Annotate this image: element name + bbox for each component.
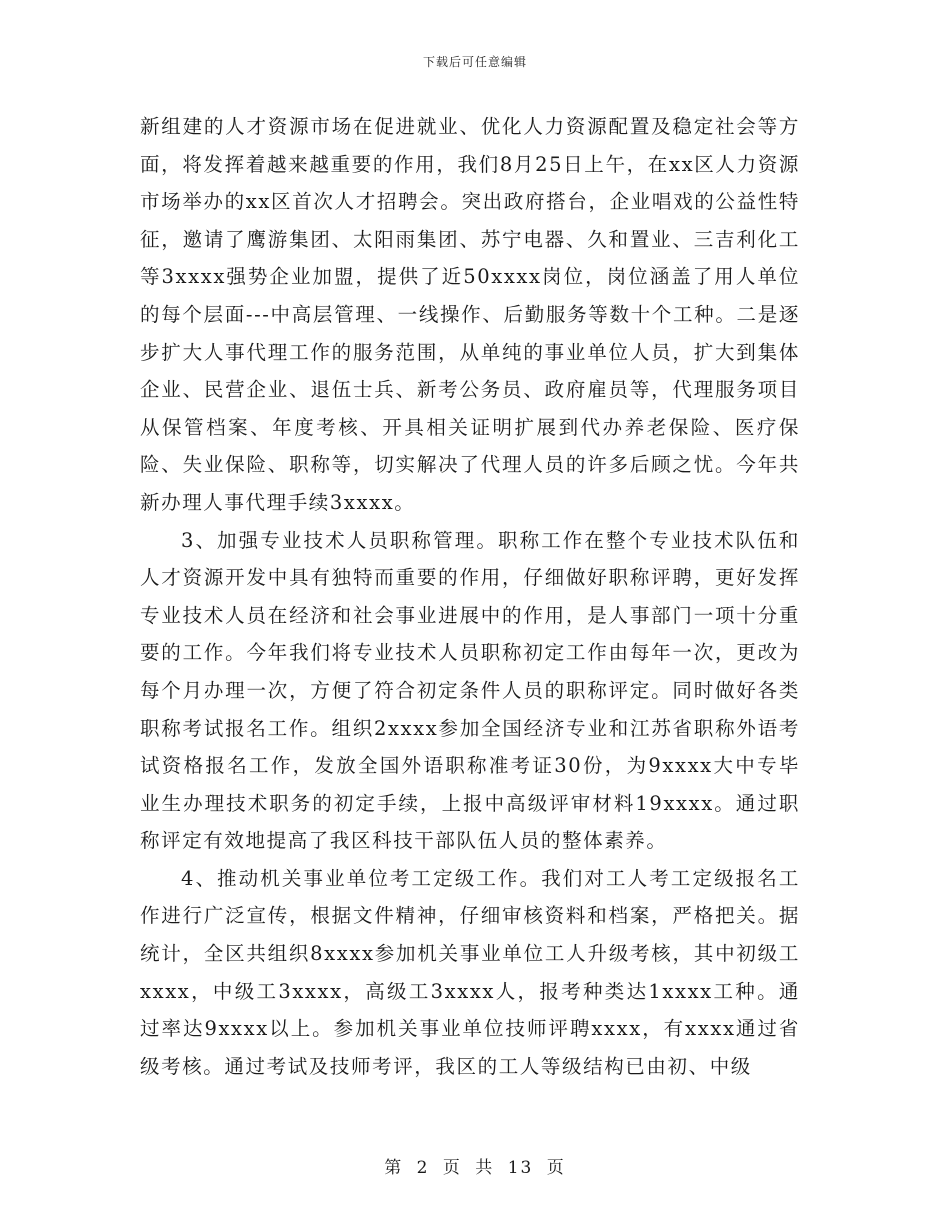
paragraph-talent-market: 新组建的人才资源市场在促进就业、优化人力资源配置及稳定社会等方面，将发挥着越来越重要的作用，我们8月25日上午，在xx区人力资源市场举办的xx区首次人才招聘会。突出政府搭台，企业唱戏的公益性特征，邀请了鹰游集团、太阳雨集团、苏宁电器、久和置业、三吉利化工等3xxxx强势企业加盟，提供了近50xxxx岗位，岗位涵盖了用人单位的每个层面---中高层管理、一线操作、后勤服务等数十个工种。二是逐步扩大人事代理工作的服务范围，从单纯的事业单位人员，扩大到集体企业、民营企业、退伍士兵、新考公务员、政府雇员等，代理服务项目从保管档案、年度考核、开具相关证明扩展到代办养老保险、医疗保险、失业保险、职称等，切实解决了代理人员的许多后顾之忧。今年共新办理人事代理手续3xxxx。 xyxy=(140,115,800,514)
page-header-note: 下载后可任意编辑 xyxy=(422,55,527,69)
paragraph-worker-grading: 4、推动机关事业单位考工定级工作。我们对工人考工定级报名工作进行广泛宣传，根据文件精神，仔细审核资料和档案，严格把关。据统计，全区共组织8xxxx参加机关事业单位工人升级考核，其中初级工xxxx，中级工3xxxx，高级工3xxxx人，报考种类达1xxxx工种。通过率达9xxxx以上。参加机关事业单位技师评聘xxxx，有xxxx通过省级考核。通过考试及技师考评，我区的工人等级结构已由初、中级 xyxy=(140,866,800,1078)
paragraph-title-management: 3、加强专业技术人员职称管理。职称工作在整个专业技术队伍和人才资源开发中具有独特而重要的作用，仔细做好职称评聘，更好发挥专业技术人员在经济和社会事业进展中的作用，是人事部门一项十分重要的工作。今年我们将专业技术人员职称初定工作由每年一次，更改为每个月办理一次，方便了符合初定条件人员的职称评定。同时做好各类职称考试报名工作。组织2xxxx参加全国经济专业和江苏省职称外语考试资格报名工作，发放全国外语职称准考证30份，为9xxxx大中专毕业生办理技术职务的初定手续，上报中高级评审材料19xxxx。通过职称评定有效地提高了我区科技干部队伍人员的整体素养。 xyxy=(140,528,800,853)
page-number-footer: 第 2 页 共 13 页 xyxy=(384,1158,566,1178)
document-body xyxy=(140,108,800,1085)
